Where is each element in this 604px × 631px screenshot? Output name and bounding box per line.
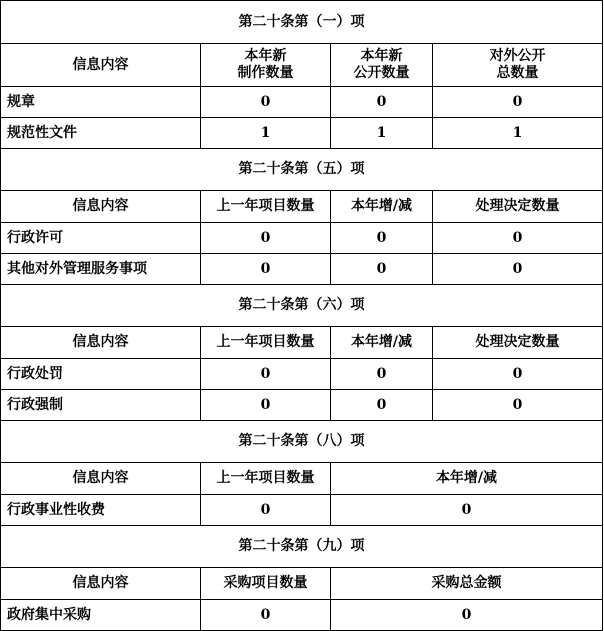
cell-value: 0 [331,254,433,285]
cell-value: 0 [331,600,603,631]
table-row [1,118,603,149]
section-title: 第二十条第（六）项 [1,285,603,327]
cell-value: 0 [433,254,603,285]
cell-value: 0 [331,359,433,390]
column-header: 本年新 制作数量 [201,44,331,87]
section-title: 第二十条第（一）项 [1,1,603,44]
column-header: 信息内容 [1,568,201,600]
cell-value: 1 [433,118,603,149]
column-header: 采购总金额 [331,568,603,600]
cell-value: 0 [331,390,433,421]
cell-value: 0 [433,359,603,390]
column-header: 信息内容 [1,44,201,87]
table-row [1,390,603,421]
cell-value: 0 [201,223,331,254]
table-row [1,359,603,390]
row-label: 行政许可 [1,223,201,254]
row-label: 规章 [1,87,201,118]
cell-value: 0 [201,359,331,390]
column-header: 处理决定数量 [433,327,603,359]
row-label: 政府集中采购 [1,600,201,631]
cell-value: 0 [331,87,433,118]
section-title: 第二十条第（九）项 [1,526,603,568]
cell-value: 1 [201,118,331,149]
cell-value: 0 [201,600,331,631]
cell-value: 0 [433,87,603,118]
cell-value: 0 [201,87,331,118]
cell-value: 0 [201,495,331,526]
column-header: 上一年项目数量 [201,191,331,223]
cell-value: 0 [433,390,603,421]
column-header: 信息内容 [1,463,201,495]
column-header: 对外公开 总数量 [433,44,603,87]
column-header: 上一年项目数量 [201,463,331,495]
cell-value: 0 [331,495,603,526]
cell-value: 0 [201,254,331,285]
row-label: 行政处罚 [1,359,201,390]
column-header: 采购项目数量 [201,568,331,600]
section-title: 第二十条第（五）项 [1,149,603,191]
column-header: 本年增/减 [331,463,603,495]
table-row [1,495,603,526]
column-header: 本年增/减 [331,327,433,359]
cell-value: 0 [201,390,331,421]
column-header: 信息内容 [1,327,201,359]
column-header: 处理决定数量 [433,191,603,223]
cell-value: 0 [331,223,433,254]
row-label: 行政事业性收费 [1,495,201,526]
row-label: 其他对外管理服务事项 [1,254,201,285]
cell-value: 1 [331,118,433,149]
column-header: 信息内容 [1,191,201,223]
table-row [1,254,603,285]
column-header: 本年新 公开数量 [331,44,433,87]
column-header: 上一年项目数量 [201,327,331,359]
table-row [1,223,603,254]
column-header: 本年增/减 [331,191,433,223]
table-row [1,87,603,118]
section-title: 第二十条第（八）项 [1,421,603,463]
cell-value: 0 [433,223,603,254]
table-row [1,600,603,631]
row-label: 行政强制 [1,390,201,421]
row-label: 规范性文件 [1,118,201,149]
